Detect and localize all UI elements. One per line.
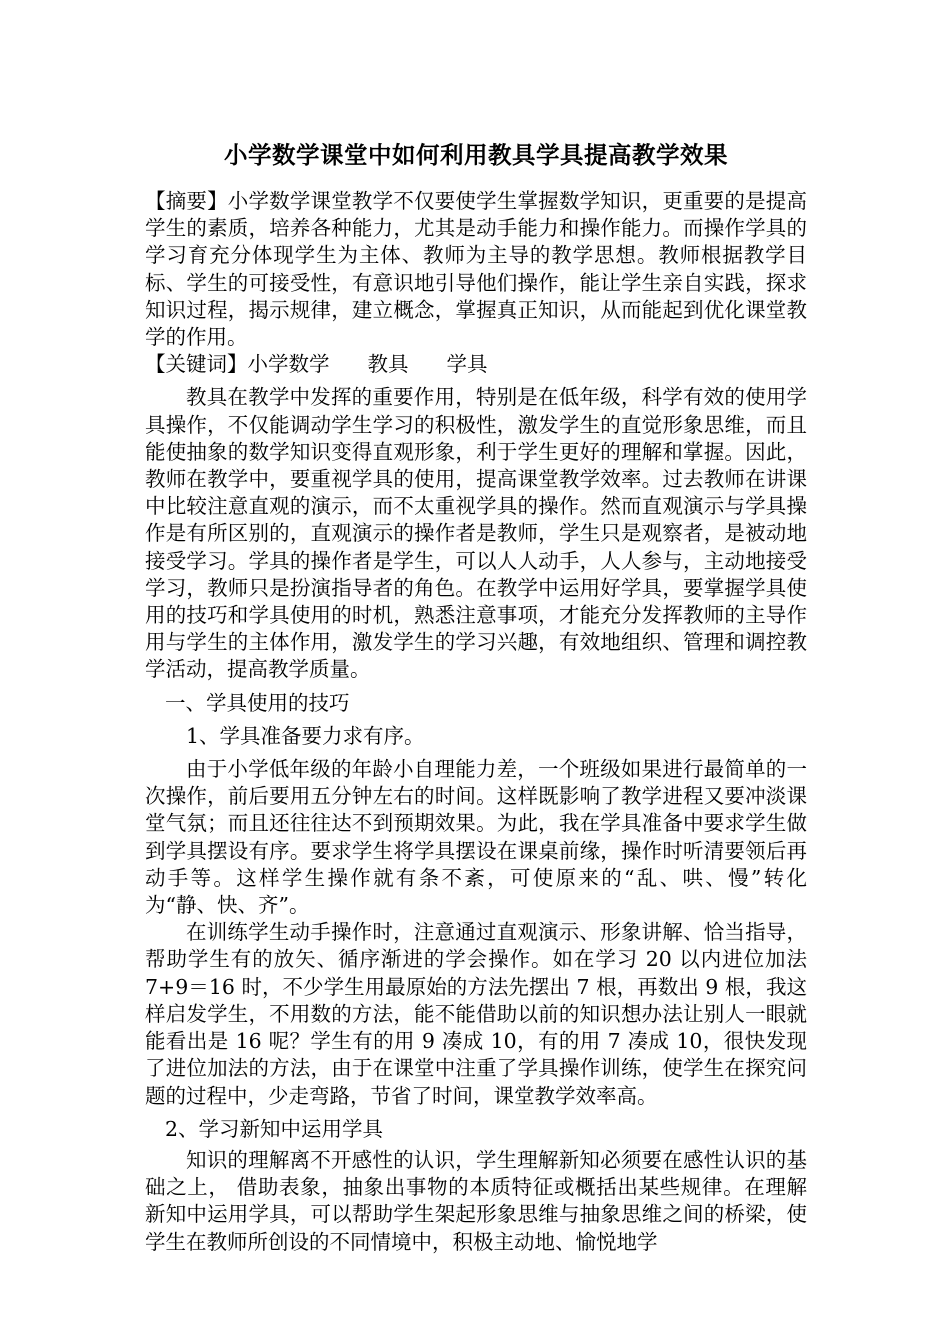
keyword-item: 教具 xyxy=(367,352,409,377)
keyword-item: 小学数学 xyxy=(247,352,330,377)
keywords-line xyxy=(145,351,807,378)
keywords-label: 【关键词】 xyxy=(145,352,248,377)
abstract-paragraph: 【摘要】小学数学课堂教学不仅要使学生掌握数学知识，更重要的是提高学生的素质，培养各种能力，尤其是动手能力和操作能力。而操作学具的学习育充分体现学生为主体、教师为主导的教学思想。教师根据教学目标、学生的可接受性，有意识地引导他们操作，能让学生亲自实践，探求知识过程，揭示规律，建立概念，掌握真正知识，从而能起到优化课堂教学的作用。 xyxy=(145,189,807,350)
keyword-item: 学具 xyxy=(446,352,488,377)
section-heading: 一、学具使用的技巧 xyxy=(165,690,350,715)
intro-paragraph: 教具在教学中发挥的重要作用，特别是在低年级，科学有效的使用学具操作，不仅能调动学生学习的积极性，激发学生的直觉形象思维，而且能使抽象的数学知识变得直观形象，利于学生更好的理解和掌握。因此，教师在教学中，要重视学具的使用，提高课堂教学效率。过去教师在讲课中比较注意直观的演示，而不太重视学具的操作。然而直观演示与学具操作是有所区别的，直观演示的操作者是教师，学生只是观察者，是被动地接受学习。学具的操作者是学生，可以人人动手，人人参与，主动地接受学习，教师只是扮演指导者的角色。在教学中运用好学具，要掌握学具使用的技巧和学具使用的时机，熟悉注意事项，才能充分发挥教师的主导作用与学生的主体作用，激发学生的学习兴趣，有效地组织、管理和调控教学活动，提高教学质量。 xyxy=(145,385,807,682)
body-paragraph: 在训练学生动手操作时，注意通过直观演示、形象讲解、恰当指导，帮助学生有的放矢、循序渐进的学会操作。如在学习 20 以内进位加法 7+9＝16 时，不少学生用最原始的方法先摆出 7 根，再数出 9 根，我这样启发学生，不用数的方法，能不能借助以前的知识想办法让别人一眼就能看出是 16 呢？学生有的用 9 凑成 10，有的用 7 凑成 10，很快发现了进位加法的方法，由于在课堂中注重了学具操作训练，使学生在探究问题的过程中，少走弯路，节省了时间，课堂教学效率高。 xyxy=(145,920,807,1108)
subsection-heading: 2、学习新知中运用学具 xyxy=(165,1116,384,1141)
body-paragraph: 由于小学低年级的年龄小自理能力差，一个班级如果进行最简单的一次操作，前后要用五分钟左右的时间。这样既影响了教学进程又要冲淡课堂气氛；而且还往往达不到预期效果。为此，我在学具准备中要求学生做到学具摆设有序。要求学生将学具摆设在课桌前缘，操作时听清要领后再动手等。这样学生操作就有条不紊，可使原来的“乱、哄、慢”转化为“静、快、齐”。 xyxy=(145,757,807,918)
subsection-heading: 1、学具准备要力求有序。 xyxy=(186,723,425,748)
body-paragraph: 知识的理解离不开感性的认识，学生理解新知必须要在感性认识的基础之上， 借助表象，抽象出事物的本质特征或概括出某些规律。在理解新知中运用学具，可以帮助学生架起形象思维与抽象思维之间的桥梁，使学生在教师所创设的不同情境中，积极主动地、愉悦地学 xyxy=(145,1147,807,1254)
document-title: 小学数学课堂中如何利用教具学具提高教学效果 xyxy=(224,141,728,169)
document-page xyxy=(145,140,807,1256)
